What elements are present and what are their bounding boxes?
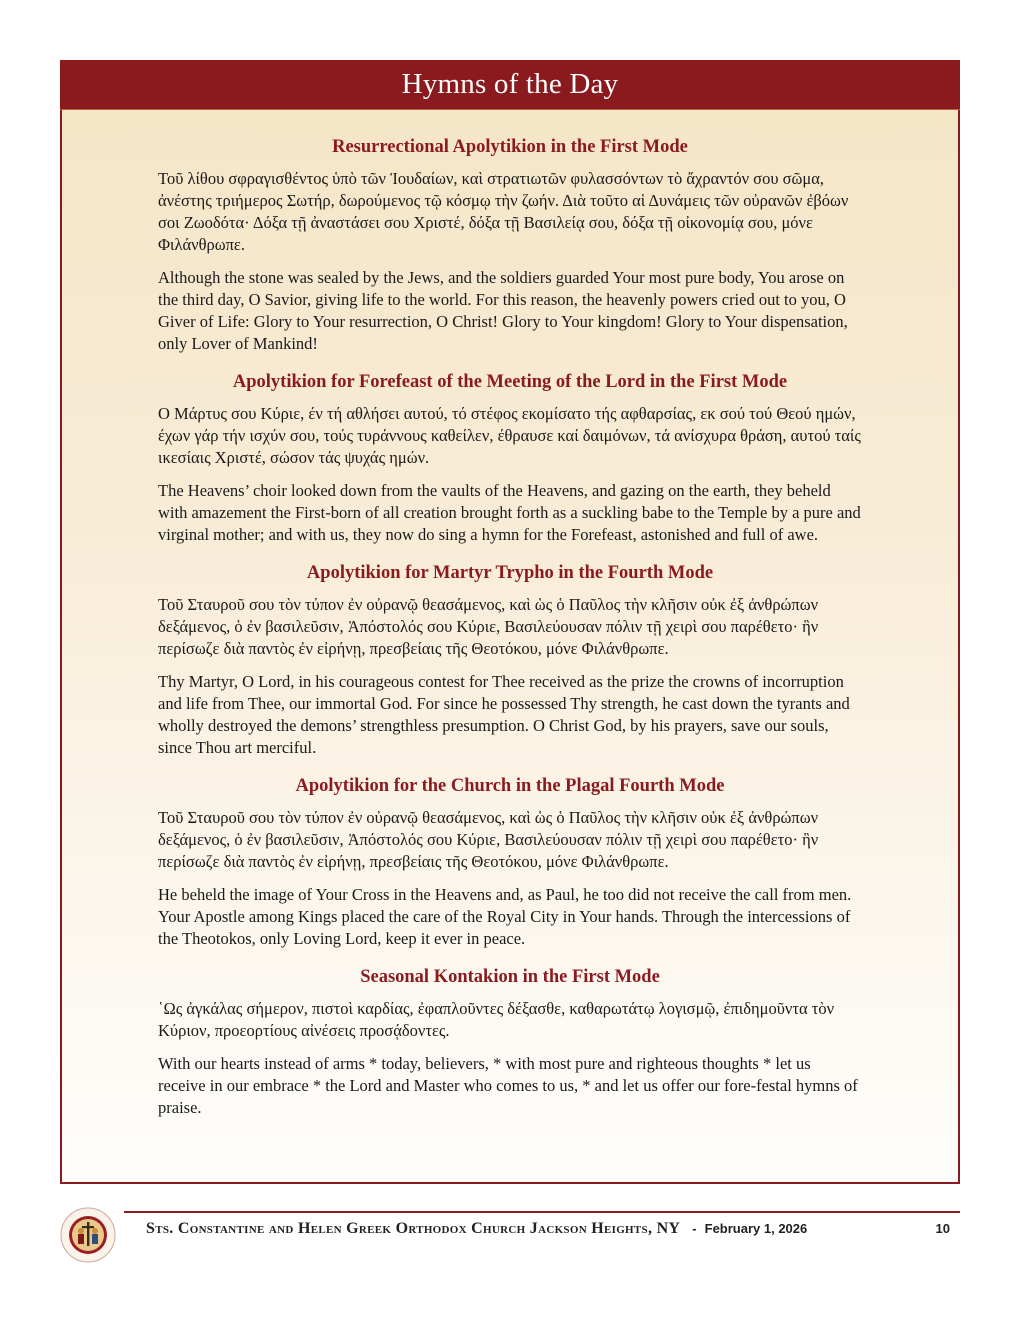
footer-church-name: Sts. Constantine and Helen Greek Orthodox Church Jackson Heights, NY [146, 1220, 681, 1237]
hymn-greek-text: Τοῦ λίθου σφραγισθέντος ὑπὸ τῶν Ἰουδαίων, καὶ στρατιωτῶν φυλασσόντων τὸ ἄχραντόν σου σῶμα, ἀνέστης τριήμερος Σωτήρ, δωρούμενος τῷ κόσμῳ τὴν ζωήν. Διὰ τοῦτο αἱ Δυνάμεις τῶν οὐρανῶν ἐβόων σοι Ζωοδότα· Δόξα τῇ ἀναστάσει σου Χριστέ, δόξα τῇ Βασιλείᾳ σου, δόξα τῇ οἰκονομίᾳ σου, μόνε Φιλάνθρωπε. [158, 169, 849, 254]
hymn-greek-text: Τοῦ Σταυροῦ σου τὸν τύπον ἐν οὐρανῷ θεασάμενος, καὶ ὡς ὁ Παῦλος τὴν κλῆσιν οὐκ ἐξ ἀνθρώπων δεξάμενος, ὁ ἐν βασιλεῦσιν, Ἀπόστολός σου Κύριε, Βασιλεύουσαν πόλιν τῇ χειρὶ σου παρέθετο· ἣν περίσωζε διὰ παντὸς ἐν εἰρήνῃ, πρεσβείαις τῆς Θεοτόκου, μόνε Φιλάνθρωπε. [158, 595, 819, 658]
hymn-english-text: Thy Martyr, O Lord, in his courageous contest for Thee received as the prize the crowns of incorruption and life from Thee, our immortal God. For since he possessed Thy strength, he cast down the tyrants and wholly destroyed the demons’ strengthless presumption. O Christ God, by his prayers, save our souls, since Thou art merciful. [158, 672, 850, 757]
hymn-english-text: He beheld the image of Your Cross in the Heavens and, as Paul, he too did not receive the call from men. Your Apostle among Kings placed the care of the Royal City in Your hands. Through the intercessions of the Theotokos, only Loving Lord, keep it ever in peace. [158, 885, 852, 948]
footer-divider [124, 1211, 960, 1213]
hymn-english-text: With our hearts instead of arms * today, believers, * with most pure and righteous thoughts * let us receive in our embrace * the Lord and Master who comes to us, * and let us offer our fore-festal hymns of praise. [158, 1054, 858, 1117]
hymn-section [158, 134, 862, 355]
hymn-english-text: Although the stone was sealed by the Jews, and the soldiers guarded Your most pure body, You arose on the third day, O Savior, giving life to the world. For this reason, the heavenly powers cried out to you, O Giver of Life: Glory to Your resurrection, O Christ! Glory to Your kingdom! Glory to Your dispensation, only Lover of Mankind! [158, 268, 848, 353]
footer-date: February 1, 2026 [704, 1221, 808, 1236]
footer [146, 1220, 950, 1238]
hymn-heading: Seasonal Kontakion in the First Mode [360, 967, 660, 987]
hymn-section [158, 560, 862, 759]
hymn-greek-text: Ο Μάρτυς σου Κύριε, έν τή αθλήσει αυτού, τό στέφος εκομίσατο τής αφθαρσίας, εκ σού τού Θεού ημών, έχων γάρ τήν ισχύν σου, τούς τυράννους καθείλεν, έθραυσε καί δαιμόνων, τά ανίσχυρα θράση, αυτού ταίς ικεσίαις Χριστέ, σώσον τάς ψυχάς ημών. [158, 404, 861, 467]
hymn-section [158, 369, 862, 546]
hymn-greek-text: Τοῦ Σταυροῦ σου τὸν τύπον ἐν οὐρανῷ θεασάμενος, καὶ ὡς ὁ Παῦλος τὴν κλῆσιν οὐκ ἐξ ἀνθρώπων δεξάμενος, ὁ ἐν βασιλεῦσιν, Ἀπόστολός σου Κύριε, Βασιλεύουσαν πόλιν τῇ χειρὶ σου παρέθετο· ἣν περίσωζε διὰ παντὸς ἐν εἰρήνῃ, πρεσβείαις τῆς Θεοτόκου, μόνε Φιλάνθρωπε. [158, 808, 819, 871]
hymns-content [62, 110, 958, 1119]
page-number: 10 [935, 1221, 950, 1236]
church-seal-icon [60, 1207, 116, 1263]
panel-header [60, 60, 960, 110]
hymn-heading: Apolytikion for Martyr Trypho in the Fourth Mode [306, 563, 714, 583]
hymn-section [158, 964, 862, 1119]
hymn-heading: Apolytikion for Forefeast of the Meeting of the Lord in the First Mode [232, 372, 788, 392]
hymn-heading: Resurrectional Apolytikion in the First Mode [332, 137, 688, 157]
page-title: Hymns of the Day [401, 68, 619, 100]
hymns-panel [60, 60, 960, 1184]
hymn-heading: Apolytikion for the Church in the Plagal Fourth Mode [295, 776, 725, 796]
hymn-english-text: The Heavens’ choir looked down from the vaults of the Heavens, and gazing on the earth, they beheld with amazement the First-born of all creation brought forth as a suckling babe to the Temple by a pure and virginal mother; and with us, they now do sing a hymn for the Forefeast, astonished and full of awe. [158, 481, 861, 544]
hymn-section [158, 773, 862, 950]
hymn-greek-text: ῾Ως ἀγκάλας σήμερον, πιστοὶ καρδίας, ἐφαπλοῦντες δέξασθε, καθαρωτάτῳ λογισμῷ, ἐπιδημοῦντα τὸν Κύριον, προεορτίους αἰνέσεις προσᾴδοντες. [158, 999, 835, 1040]
footer-separator: - [692, 1221, 697, 1236]
